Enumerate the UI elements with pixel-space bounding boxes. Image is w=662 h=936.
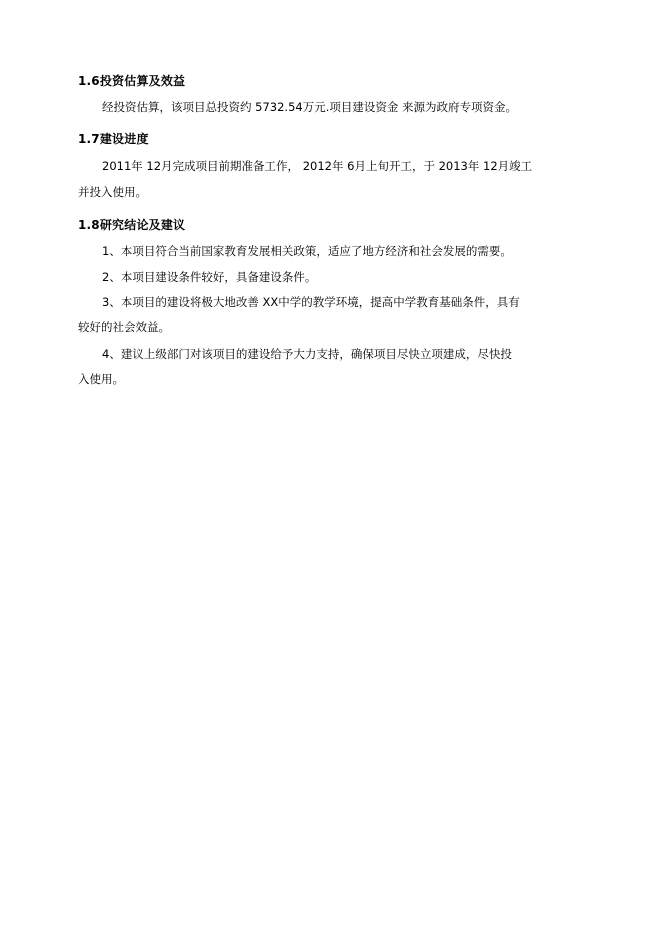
section-heading-1-7: 1.7建设进度 bbox=[78, 132, 149, 146]
section-heading-1-6: 1.6投资估算及效益 bbox=[78, 74, 186, 88]
paragraph-schedule-line-2: 并投入使用。 bbox=[78, 185, 147, 199]
conclusion-item-2: 2、本项目建设条件较好，具备建设条件。 bbox=[102, 270, 317, 284]
conclusion-item-3-line-2: 较好的社会效益。 bbox=[78, 320, 170, 334]
conclusion-item-4-line-2: 入使用。 bbox=[78, 372, 124, 386]
conclusion-item-4-line-1: 4、建议上级部门对该项目的建设给予大力支持，确保项目尽快立项建成，尽快投 bbox=[102, 347, 512, 361]
paragraph-investment: 经投资估算，该项目总投资约 5732.54万元.项目建设资金 来源为政府专项资金。 bbox=[102, 100, 518, 114]
conclusion-item-1: 1、本项目符合当前国家教育发展相关政策，适应了地方经济和社会发展的需要。 bbox=[102, 244, 512, 258]
conclusion-item-3-line-1: 3、本项目的建设将极大地改善 XX中学的教学环境，提高中学教育基础条件，具有 bbox=[102, 295, 520, 309]
section-heading-1-8: 1.8研究结论及建议 bbox=[78, 218, 186, 232]
paragraph-schedule-line-1: 2011年 12月完成项目前期准备工作， 2012年 6月上旬开工，于 2013年 12月竣工 bbox=[102, 159, 533, 173]
